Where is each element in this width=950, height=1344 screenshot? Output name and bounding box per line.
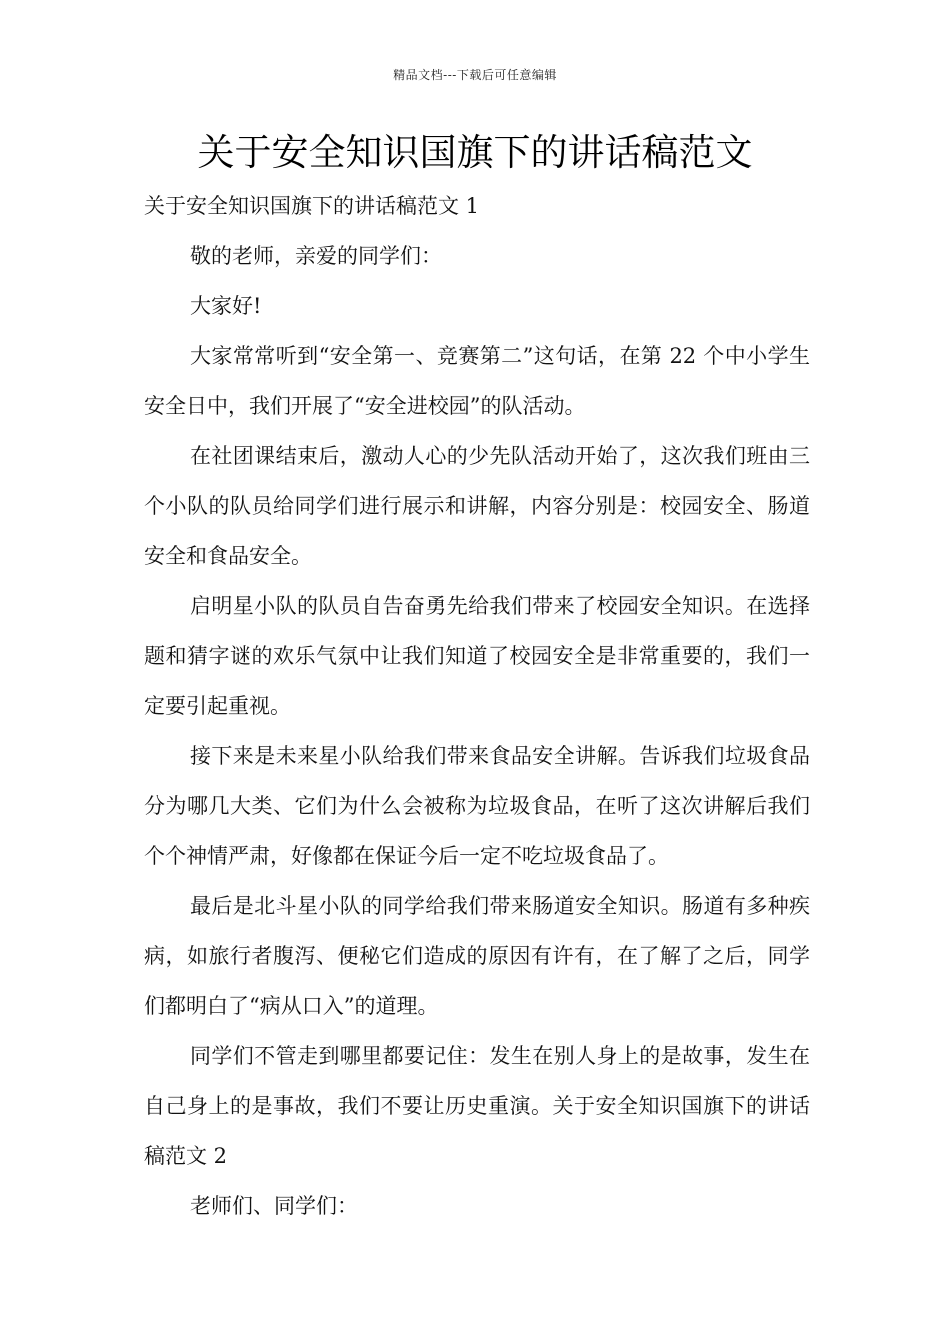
document-title: 关于安全知识国旗下的讲话稿范文 xyxy=(197,131,753,174)
paragraph-activity: 在社团课结束后，激动人心的少先队活动开始了，这次我们班由三个小队的队员给同学们进行展示和讲解，内容分别是：校园安全、肠道安全和食品安全。 xyxy=(144,444,810,568)
paragraph-intro: 大家常常听到“安全第一、竞赛第二”这句话，在第 22 个中小学生安全日中，我们开展了“安全进校园”的队活动。 xyxy=(144,344,810,418)
document-body xyxy=(144,181,810,1231)
salutation-2: 老师们、同学们： xyxy=(190,1194,358,1218)
section-heading-1: 关于安全知识国旗下的讲话稿范文 1 xyxy=(144,194,480,218)
salutation: 敬的老师，亲爱的同学们： xyxy=(190,244,442,268)
paragraph-gut-safety: 最后是北斗星小队的同学给我们带来肠道安全知识。肠道有多种疾病，如旅行者腹泻、便秘它们造成的原因有许有，在了解了之后，同学们都明白了“病从口入”的道理。 xyxy=(144,894,810,1018)
header-note: 精品文档---下载后可任意编辑 xyxy=(393,68,557,82)
paragraph-campus-safety: 启明星小队的队员自告奋勇先给我们带来了校园安全知识。在选择题和猜字谜的欢乐气氛中让我们知道了校园安全是非常重要的，我们一定要引起重视。 xyxy=(144,594,810,718)
paragraph-conclusion: 同学们不管走到哪里都要记住：发生在别人身上的是故事，发生在自己身上的是事故，我们不要让历史重演。关于安全知识国旗下的讲话稿范文 2 xyxy=(144,1044,810,1168)
greeting: 大家好! xyxy=(190,294,262,318)
paragraph-food-safety: 接下来是未来星小队给我们带来食品安全讲解。告诉我们垃圾食品分为哪几大类、它们为什么会被称为垃圾食品，在听了这次讲解后我们个个神情严肃，好像都在保证今后一定不吃垃圾食品了。 xyxy=(144,744,810,868)
